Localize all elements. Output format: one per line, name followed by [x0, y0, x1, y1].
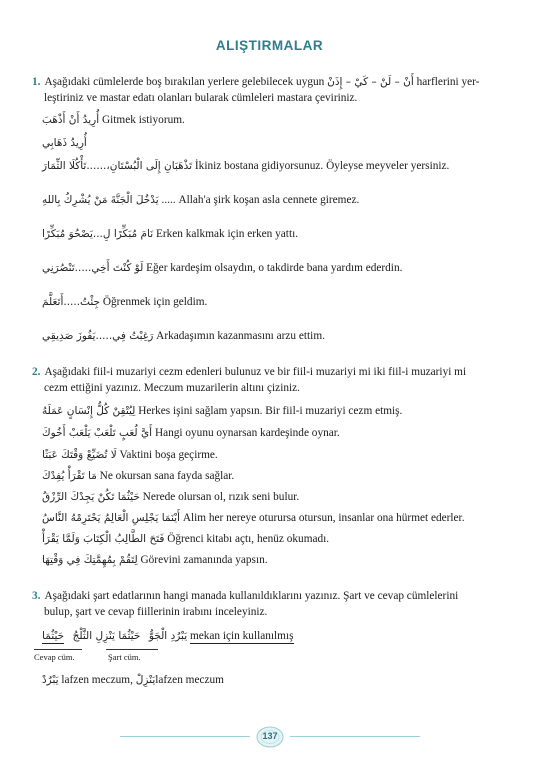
q2-text-1: Aşağıdaki fiil-i muzariyi cezm edenleri bulunuz ve bir fiil-i muzariyi mi iki fiil-i muzariyi mi [44, 366, 467, 378]
q2-item-7-arabic: فَتَحَ الطَّالِبُ الْكِتَابَ وَلَمَّا يَقْرَأْ [42, 533, 165, 545]
q1-text-1: Aşağıdaki cümlelerde boş bırakılan yerlere gelebilecek uygun [44, 76, 325, 88]
q2-item-5-arabic: حَيْثُمَا تَكُنْ يَجِدْكَ الرِّزْقُ [42, 491, 140, 503]
q1-text-3: leştiriniz ve mastar edatı olanları bularak cümleleri mastara çeviriniz. [44, 92, 358, 104]
q2-item-6 [42, 512, 512, 524]
q1-item-5 [42, 228, 512, 240]
q1-item-2 [42, 137, 512, 149]
q1-item-7-arabic: جِئْتُ.....أَتَعَلَّمَ [42, 296, 101, 308]
q2-number: 2. [32, 366, 41, 378]
q3-cevap-underline [34, 649, 82, 650]
q2-item-4-turkish: Ne okursan sana fayda sağlar. [99, 470, 235, 482]
q1-instructions [32, 74, 502, 106]
q1-item-5-turkish: Erken kalkmak için erken yattı. [155, 228, 299, 240]
footer-right-rule [290, 736, 420, 737]
q2-item-3-turkish: Vaktini boşa geçirme. [119, 449, 218, 461]
q1-item-4-turkish: ..... Allah'a şirk koşan asla cennete giremez. [161, 194, 360, 206]
q1-item-4-arabic: يَدْخُلَ الْجَنَّةَ مَنْ يُشْرِكُ بِاللهِ [42, 194, 159, 206]
q2-item-2-arabic: أَيَّ لُعَبٍ تَلْعَبْ يَلْعَبْ أَخُوكَ [42, 427, 153, 439]
q3-example-particle-arabic: حَيْثُمَا [42, 630, 65, 642]
q1-item-1-arabic: أُرِيدُ أَنْ أَذْهَبَ [42, 114, 100, 126]
q3-ex2-arabic-2: يَنْزِلْ [135, 674, 156, 686]
page-title: ALIŞTIRMALAR [215, 38, 324, 53]
q1-number: 1. [32, 76, 41, 88]
footer-left-rule [120, 736, 250, 737]
q1-item-8 [42, 330, 512, 342]
q1-item-6 [42, 262, 512, 274]
q1-item-8-turkish: Arkadaşımın kazanmasını arzu ettim. [156, 330, 325, 342]
q2-instructions [32, 364, 502, 396]
q3-ex2-turkish-2: lafzen meczum [155, 674, 224, 686]
q2-item-8 [42, 554, 512, 566]
q2-item-3-arabic: لَا تُضَيِّعْ وَقْتَكَ عَبَثًا [42, 449, 117, 461]
q1-item-8-arabic: رَغِبْتُ فِي.....يَفُوزَ صَدِيقِي [42, 330, 154, 342]
q2-text-2: cezm ettiğini yazınız. Meczum muzarilerin altını çiziniz. [44, 382, 300, 394]
q1-item-1-turkish: Gitmek istiyorum. [102, 114, 185, 126]
page-footer [0, 722, 539, 752]
q2-item-4 [42, 470, 512, 482]
q1-item-3-turkish: İkiniz bostana gidiyorsunuz. Öyleyse meyveler yersiniz. [194, 160, 450, 172]
q1-item-3-arabic: تَذْهَبَانِ إِلَى الْبُسْتَانِ،......تَأْكُلَا الثِّمَارَ [42, 160, 193, 172]
q2-item-5-turkish: Nerede olursan ol, rızık seni bulur. [142, 491, 300, 503]
q3-example [42, 630, 512, 642]
q3-example-2 [42, 674, 512, 686]
q2-item-3 [42, 449, 512, 461]
q2-item-4-arabic: مَا تَقْرَأْ يُفِدْكَ [42, 470, 97, 482]
q1-item-7 [42, 296, 512, 308]
q1-text-2: harflerini yer- [416, 76, 480, 88]
q1-item-3 [42, 160, 512, 172]
q1-item-1 [42, 114, 512, 126]
page-number: 137 [262, 731, 278, 741]
q2-item-2-turkish: Hangi oyunu oynarsan kardeşinde oynar. [154, 427, 340, 439]
q2-item-1-turkish: Herkes işini sağlam yapsın. Bir fiil-i muzariyi cezm etmiş. [138, 405, 403, 417]
q3-example-condition-arabic: حَيْثُمَا يَنْزِلِ الثَّلْجُ [72, 630, 141, 642]
q2-item-1-arabic: لِيُتْقِنْ كُلُّ إِنْسَانٍ عَمَلَهُ [42, 405, 136, 417]
q2-item-5 [42, 491, 512, 503]
q3-text-2: bulup, şart ve cevap fiillerinin irabını inceleyiniz. [44, 606, 268, 618]
q2-item-2 [42, 427, 512, 439]
q3-instructions [32, 588, 502, 620]
q2-item-8-turkish: Görevini zamanında yapsın. [140, 554, 268, 566]
q3-example-turkish: mekan için kullanılmış [189, 630, 294, 642]
q2-item-7 [42, 533, 512, 545]
q3-example-answer-arabic: يَبْرُدِ الْجَوُّ [148, 630, 188, 642]
q1-item-7-turkish: Öğrenmek için geldim. [102, 296, 208, 308]
q2-item-6-turkish: Alim her nereye oturursa otursun, insanlar ona hürmet ederler. [182, 512, 465, 524]
q3-sart-label: Şart cüm. [108, 652, 141, 662]
q1-item-4 [42, 194, 512, 206]
q2-item-7-turkish: Öğrenci kitabı açtı, henüz okumadı. [167, 533, 330, 545]
q2-item-8-arabic: لِتَقُمْ بِمُهِمَّتِكَ فِي وَقْتِهَا [42, 554, 138, 566]
q2-item-1 [42, 405, 512, 417]
q3-ex2-turkish-1: lafzen meczum, [61, 674, 133, 686]
q3-text-1: Aşağıdaki şart edatlarının hangi manada kullanıldıklarını yazınız. Şart ve cevap cümlelerini [44, 590, 459, 602]
q1-particles: أَنْ – لَنْ – كَيْ – إِذَنْ [327, 76, 414, 88]
q3-ex2-arabic-1: يَبْرُدْ [42, 674, 59, 686]
q3-sart-underline [106, 649, 158, 650]
q3-number: 3. [32, 590, 41, 602]
q1-item-2-arabic: أُرِيدُ ذَهَابِي [42, 137, 87, 149]
q1-item-5-arabic: نَامَ مُبَكِّرًا لِ...يَصْحُوَ مُبَكِّرًا [42, 228, 154, 240]
q1-item-6-turkish: Eğer kardeşim olsaydın, o takdirde bana yardım ederdin. [146, 262, 403, 274]
q2-item-6-arabic: أَيْنَمَا يَجْلِسِ الْعَالِمُ يَحْتَرِمْهُ النَّاسُ [42, 512, 180, 524]
q1-item-6-arabic: لَوْ كُنْتَ أَخِي.....تَنْصُرَنِي [42, 262, 144, 274]
page-number-ornament [256, 726, 284, 748]
q3-cevap-label: Cevap cüm. [34, 652, 75, 662]
